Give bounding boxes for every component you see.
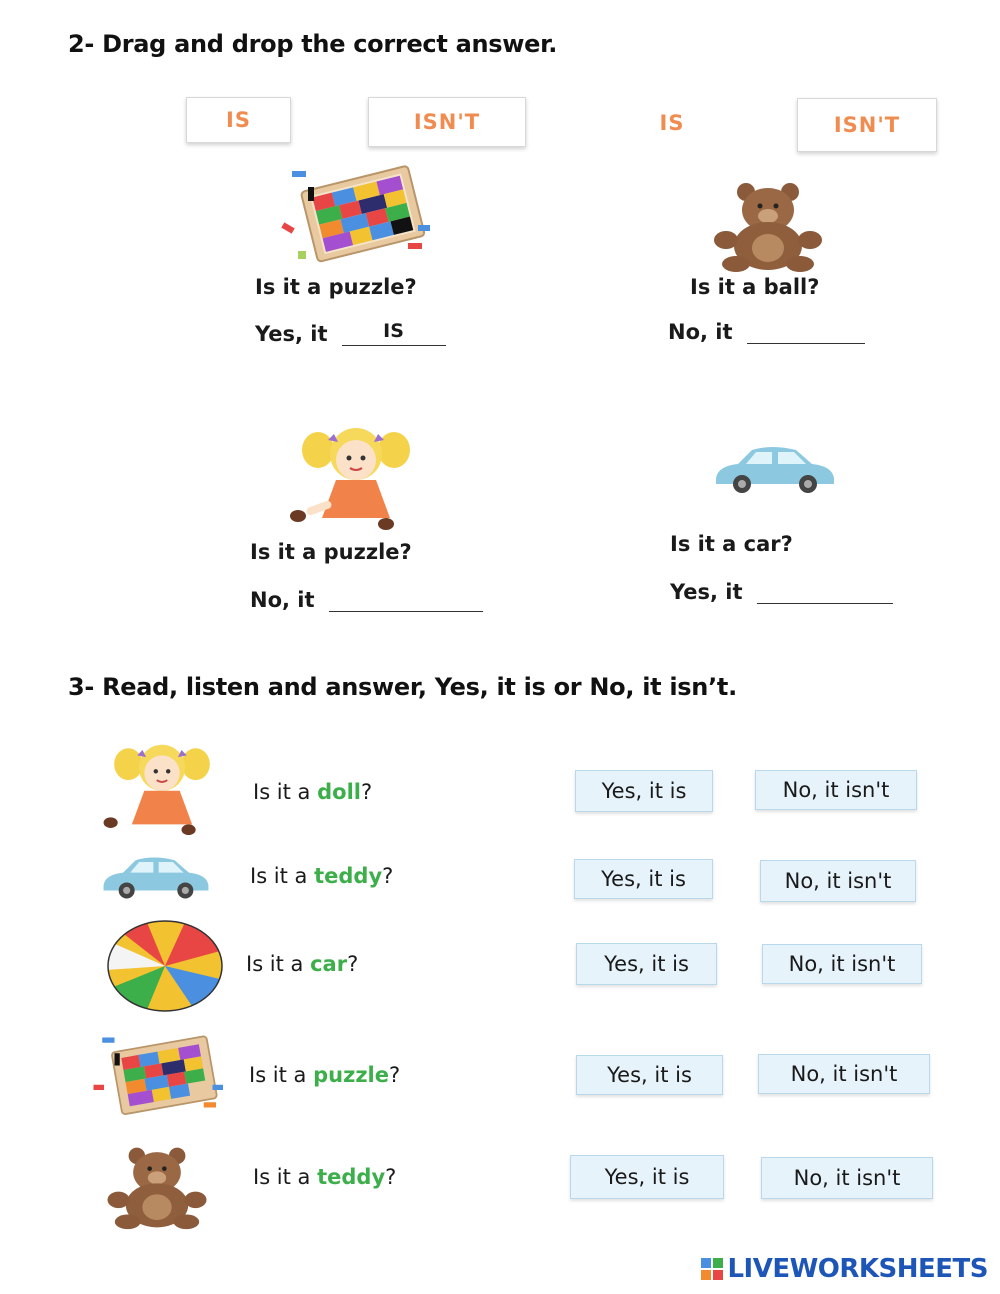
s2-question-3: Is it a puzzle? (250, 540, 412, 564)
s3-suffix-1: ? (360, 780, 373, 804)
s2-question-1: Is it a puzzle? (255, 275, 417, 299)
no-button-1[interactable]: No, it isn't (755, 770, 917, 810)
logo-text: LIVEWORKSHEETS (727, 1254, 988, 1284)
s3-keyword-3: car (310, 952, 348, 976)
yes-button-2[interactable]: Yes, it is (574, 859, 713, 899)
s3-suffix-5: ? (385, 1165, 397, 1189)
row5-teddy-image (102, 1140, 212, 1234)
puzzle-image (278, 165, 438, 265)
yes-button-5[interactable]: Yes, it is (570, 1155, 724, 1199)
s3-keyword-5: teddy (317, 1165, 386, 1189)
s3-keyword-2: teddy (314, 864, 383, 888)
s3-suffix-2: ? (382, 864, 394, 888)
s3-prefix-4: Is it a (249, 1063, 307, 1087)
row4-puzzle-image (90, 1026, 230, 1126)
s2-question-2: Is it a ball? (690, 275, 820, 299)
s2-answer-prefix-4: Yes, it (670, 580, 743, 604)
s3-prefix-5: Is it a (253, 1165, 311, 1189)
s2-answer-row-2 (668, 320, 865, 344)
s3-keyword-1: doll (317, 780, 361, 804)
doll-image (286, 424, 426, 532)
s2-question-4: Is it a car? (670, 532, 793, 556)
s2-answer-prefix-3: No, it (250, 588, 315, 612)
s3-suffix-3: ? (347, 952, 359, 976)
yes-button-1[interactable]: Yes, it is (575, 770, 713, 812)
section2-heading: 2- Drag and drop the correct answer. (68, 30, 558, 58)
drag-chip-is-2[interactable]: IS (630, 100, 714, 146)
no-button-4[interactable]: No, it isn't (758, 1054, 930, 1094)
s3-question-5 (253, 1165, 396, 1189)
s3-keyword-4: puzzle (313, 1063, 389, 1087)
no-button-2[interactable]: No, it isn't (760, 860, 916, 902)
drag-chip-is-1[interactable]: IS (186, 97, 291, 143)
drop-blank-3[interactable] (329, 588, 483, 612)
s2-answer-row-1 (255, 322, 446, 346)
drop-blank-4[interactable] (757, 580, 893, 604)
drop-blank-2[interactable] (747, 320, 865, 344)
drag-chip-isnt-2[interactable]: ISN'T (797, 98, 937, 152)
logo-mark-icon (701, 1258, 723, 1280)
s3-question-1 (253, 780, 372, 804)
car-image (712, 444, 838, 496)
no-button-5[interactable]: No, it isn't (761, 1157, 933, 1199)
row2-car-image (100, 853, 212, 903)
s3-question-2 (250, 864, 393, 888)
s3-prefix-1: Is it a (253, 780, 311, 804)
s2-answer-row-3 (250, 588, 483, 612)
s3-prefix-2: Is it a (250, 864, 308, 888)
yes-button-4[interactable]: Yes, it is (576, 1055, 723, 1095)
yes-button-3[interactable]: Yes, it is (576, 943, 717, 985)
drop-blank-1[interactable]: IS (342, 322, 446, 346)
section3-heading: 3- Read, listen and answer, Yes, it is or No, it isn’t. (68, 673, 737, 701)
s3-prefix-3: Is it a (246, 952, 304, 976)
s3-question-4 (249, 1063, 400, 1087)
row1-doll-image (100, 734, 224, 844)
liveworksheets-logo (701, 1254, 988, 1284)
row3-ball-image (106, 920, 224, 1012)
s2-answer-prefix-1: Yes, it (255, 322, 328, 346)
teddy-image (708, 180, 828, 272)
drag-chip-isnt-1[interactable]: ISN'T (368, 97, 526, 147)
no-button-3[interactable]: No, it isn't (762, 944, 922, 984)
s3-suffix-4: ? (388, 1063, 401, 1087)
s2-answer-row-4 (670, 580, 893, 604)
s3-question-3 (246, 952, 358, 976)
s2-answer-prefix-2: No, it (668, 320, 733, 344)
